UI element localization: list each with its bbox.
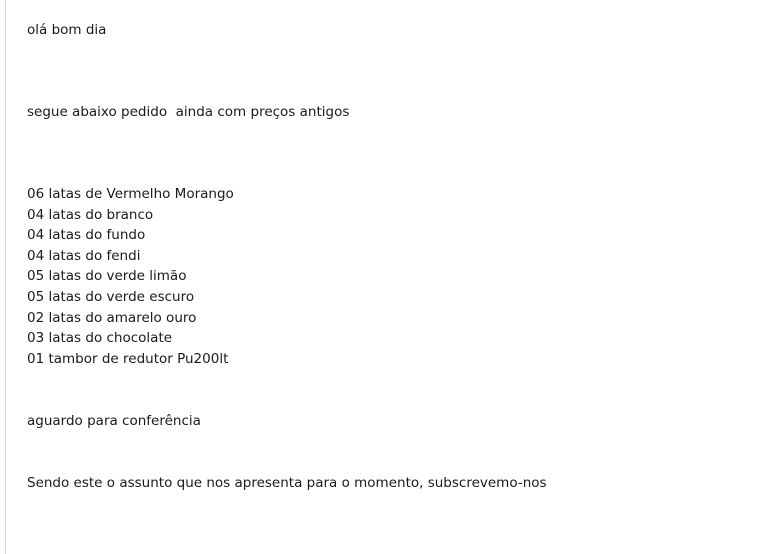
order-item: 04 latas do fundo <box>27 227 146 244</box>
order-item: 05 latas do verde limão <box>27 268 187 285</box>
order-list <box>27 184 234 369</box>
intro-text: segue abaixo pedido ainda com preços antigos <box>27 104 350 120</box>
signoff-text: Sendo este o assunto que nos apresenta para o momento, subscrevemo-nos <box>27 475 547 491</box>
greeting-text: olá bom dia <box>27 22 107 38</box>
order-item: 04 latas do branco <box>27 206 154 223</box>
order-item: 02 latas do amarelo ouro <box>27 309 197 326</box>
order-item: 01 tambor de redutor Pu200lt <box>27 350 229 367</box>
order-item: 04 latas do fendi <box>27 247 141 264</box>
order-item: 03 latas do chocolate <box>27 330 173 347</box>
order-item: 05 latas do verde escuro <box>27 288 195 305</box>
order-item: 06 latas de Vermelho Morango <box>27 186 234 202</box>
closing-text: aguardo para conferência <box>27 413 201 429</box>
page-left-border <box>5 0 6 554</box>
